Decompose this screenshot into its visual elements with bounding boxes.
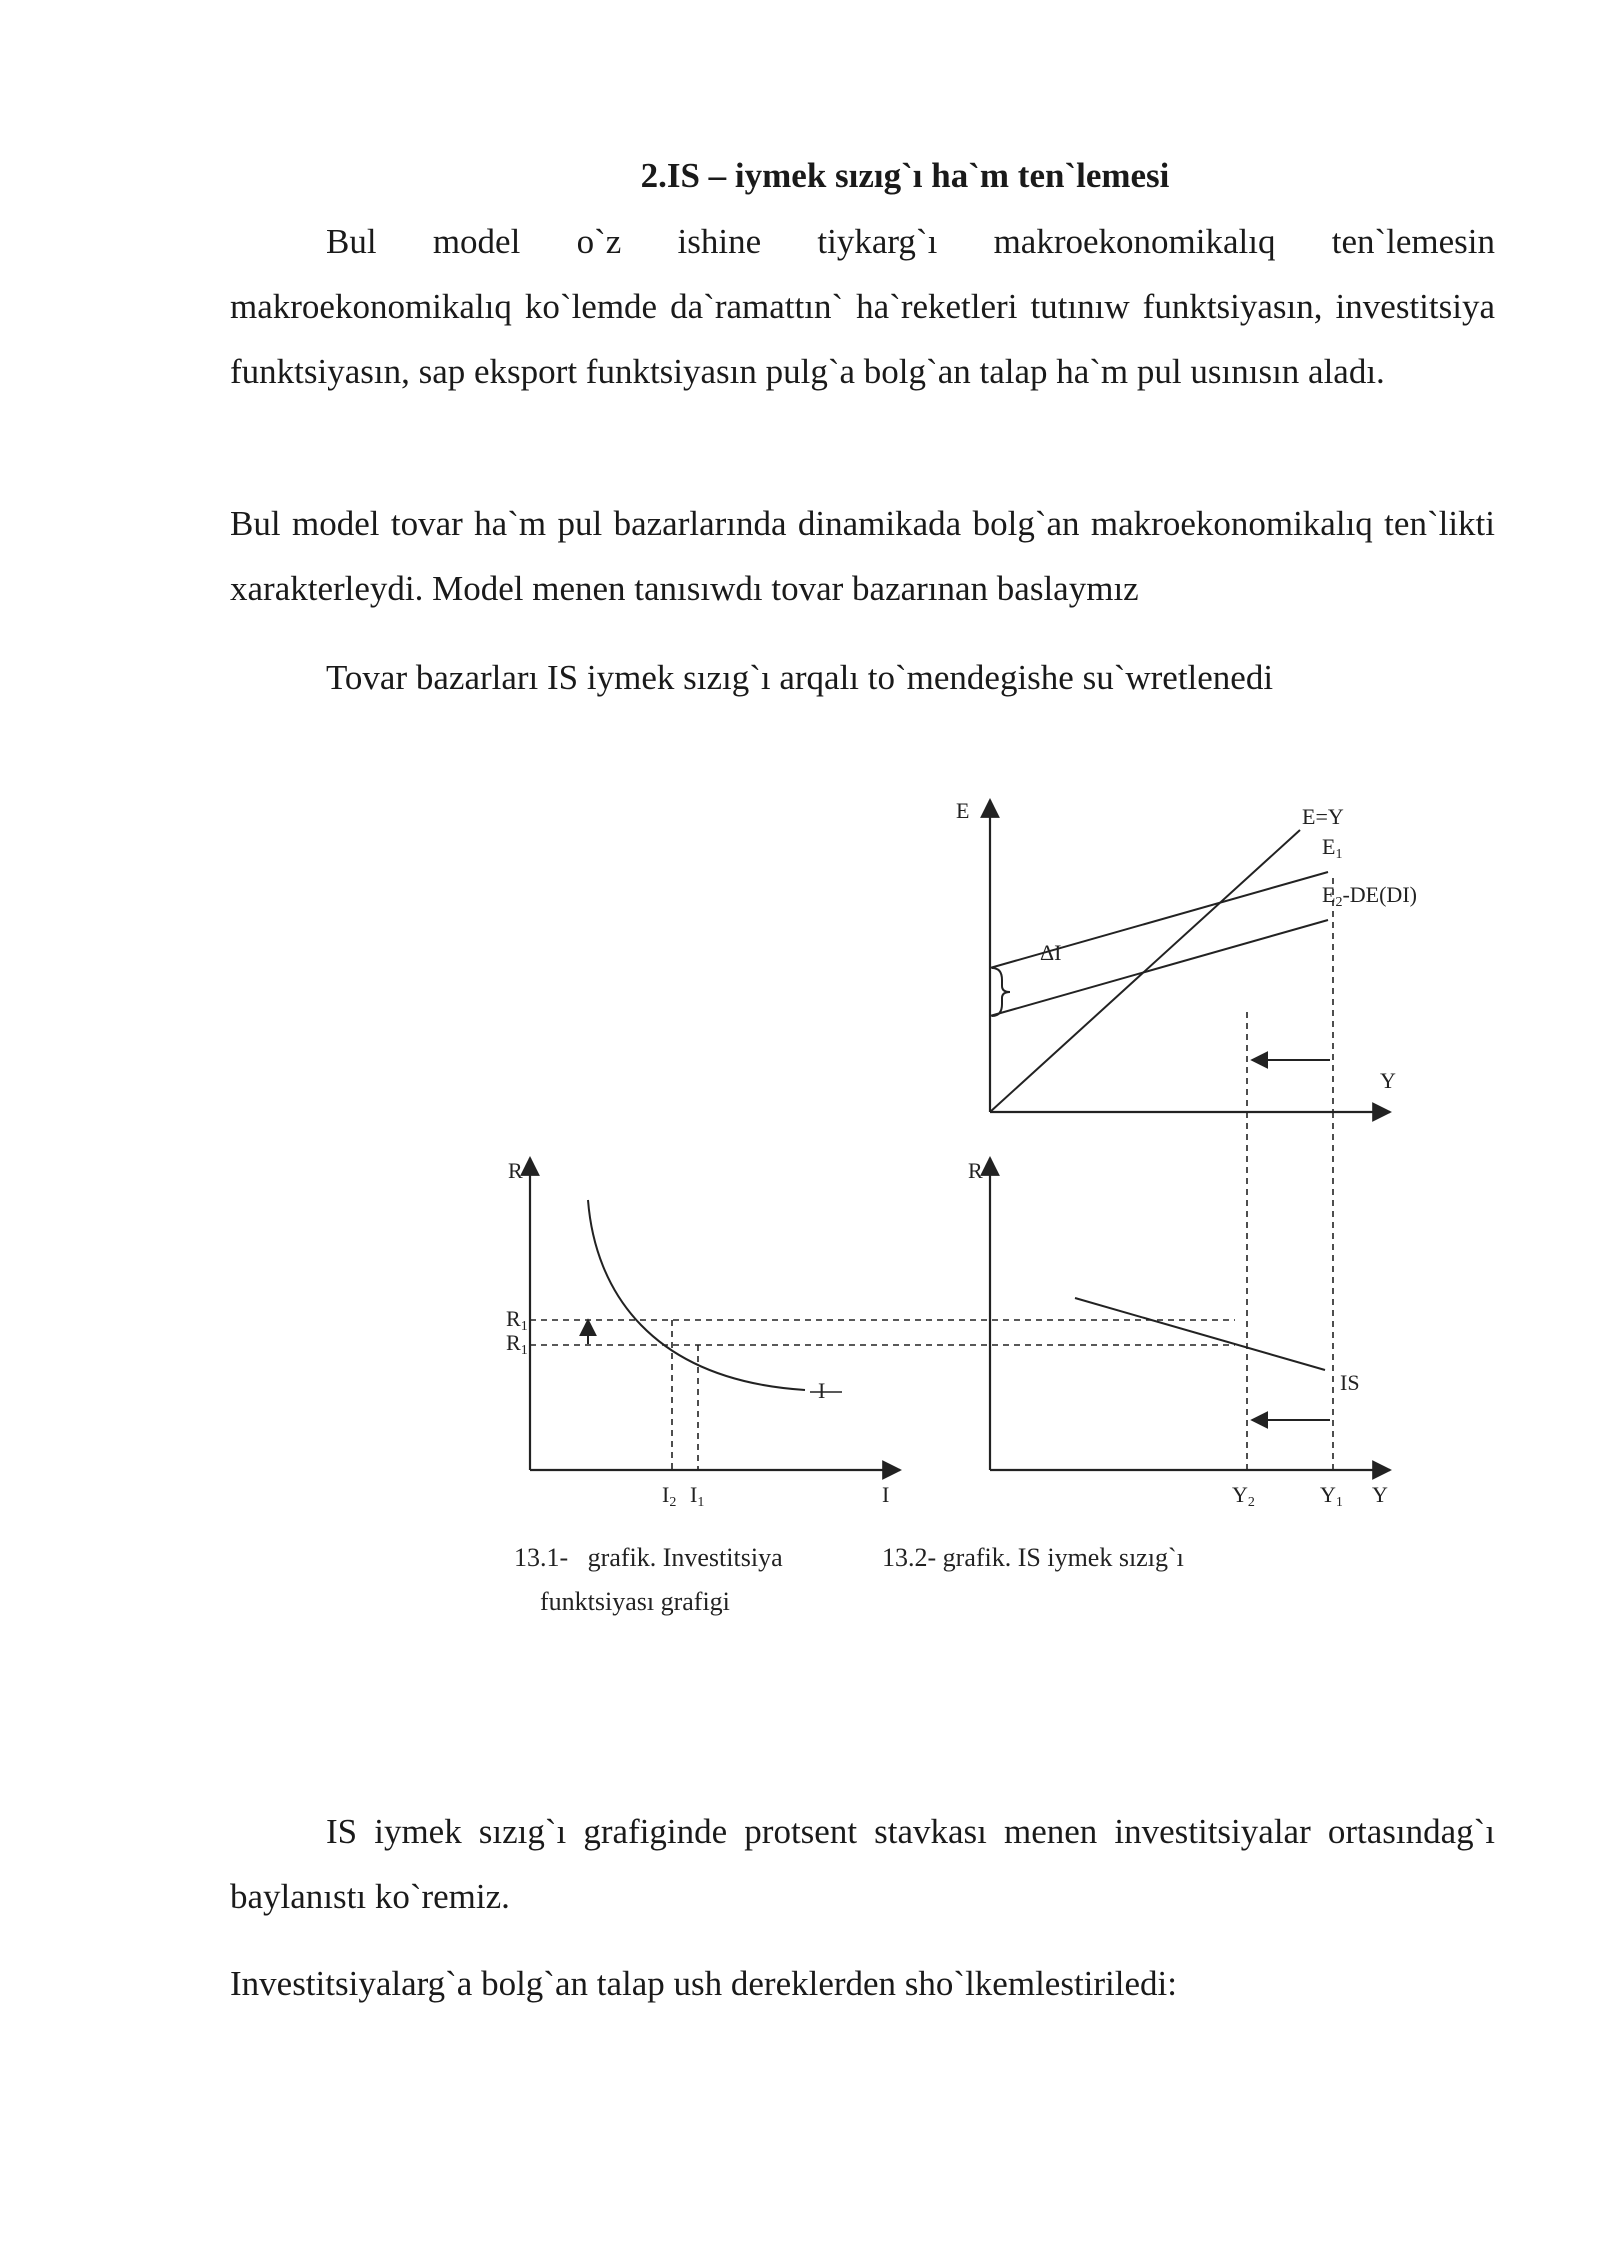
paragraph-figure-lead: Tovar bazarları IS iymek sızıg`ı arqalı to`mendegishe su`wretlenedi bbox=[326, 658, 1274, 697]
right-x-axis-label: Y bbox=[1372, 1482, 1388, 1507]
label-r-lower: R1 bbox=[506, 1330, 528, 1358]
label-r-upper: R1 bbox=[506, 1306, 528, 1334]
caption-left-line2: funktsiyası grafigi bbox=[540, 1587, 730, 1616]
tick-i2: I2 bbox=[662, 1482, 677, 1510]
paragraph-intro: Bul model o`z ishine tiykarg`ı makroekonomikalıq ten`lemesin makroekonomikalıq ko`lemde da`ramattın` ha`reketleri tutınıw funktsiyasın, investitsiya funktsiyasın, sap eksport funktsiyasın pulg`a bolg`an talap ha`m pul usınısın aladı. bbox=[230, 222, 1495, 391]
label-delta-i: ΔI bbox=[1040, 940, 1062, 965]
caption-left-line1: 13.1- grafik. Investitsiya bbox=[514, 1543, 783, 1572]
investment-curve bbox=[588, 1200, 805, 1390]
top-y-axis-label: E bbox=[956, 798, 970, 823]
label-e2: E2-DE(DI) bbox=[1322, 882, 1417, 910]
line-e2 bbox=[990, 920, 1328, 1016]
tick-y2: Y2 bbox=[1232, 1482, 1255, 1510]
left-chart bbox=[506, 1158, 1235, 1510]
paragraph-is-description: IS iymek sızıg`ı grafiginde protsent stavkası menen investitsiyalar ortasındag`ı baylanıstı ko`remiz. bbox=[230, 1812, 1495, 1916]
paragraph-investment-demand: Investitsiyalarg`a bolg`an talap ush dereklerden sho`lkemlestiriledi: bbox=[230, 1964, 1177, 2003]
is-curve bbox=[1075, 1298, 1325, 1370]
left-y-axis-label: R bbox=[508, 1158, 523, 1183]
right-y-axis-label: R bbox=[968, 1158, 983, 1183]
label-e1: E1 bbox=[1322, 834, 1343, 862]
caption-right: 13.2- grafik. IS iymek sızıg`ı bbox=[882, 1543, 1184, 1572]
tick-y1: Y1 bbox=[1320, 1482, 1343, 1510]
top-x-axis-label: Y bbox=[1380, 1068, 1396, 1093]
left-x-axis-label: I bbox=[882, 1482, 890, 1507]
is-curve-label: IS bbox=[1340, 1370, 1360, 1395]
tick-i1: I1 bbox=[690, 1482, 705, 1510]
delta-brace bbox=[992, 968, 1010, 1016]
label-e-equals-y: E=Y bbox=[1302, 804, 1344, 829]
paragraph-model: Bul model tovar ha`m pul bazarlarında dinamikada bolg`an makroekonomikalıq ten`likti xarakterleydi. Model menen tanısıwdı tovar bazarınan baslaymız bbox=[230, 504, 1495, 608]
section-heading: 2.IS – iymek sızıg`ı ha`m ten`lemesi bbox=[640, 156, 1170, 195]
is-curve-figure bbox=[490, 790, 1490, 1660]
right-chart bbox=[968, 1112, 1390, 1510]
investment-curve-label: I bbox=[818, 1378, 826, 1403]
top-chart bbox=[956, 798, 1417, 1112]
